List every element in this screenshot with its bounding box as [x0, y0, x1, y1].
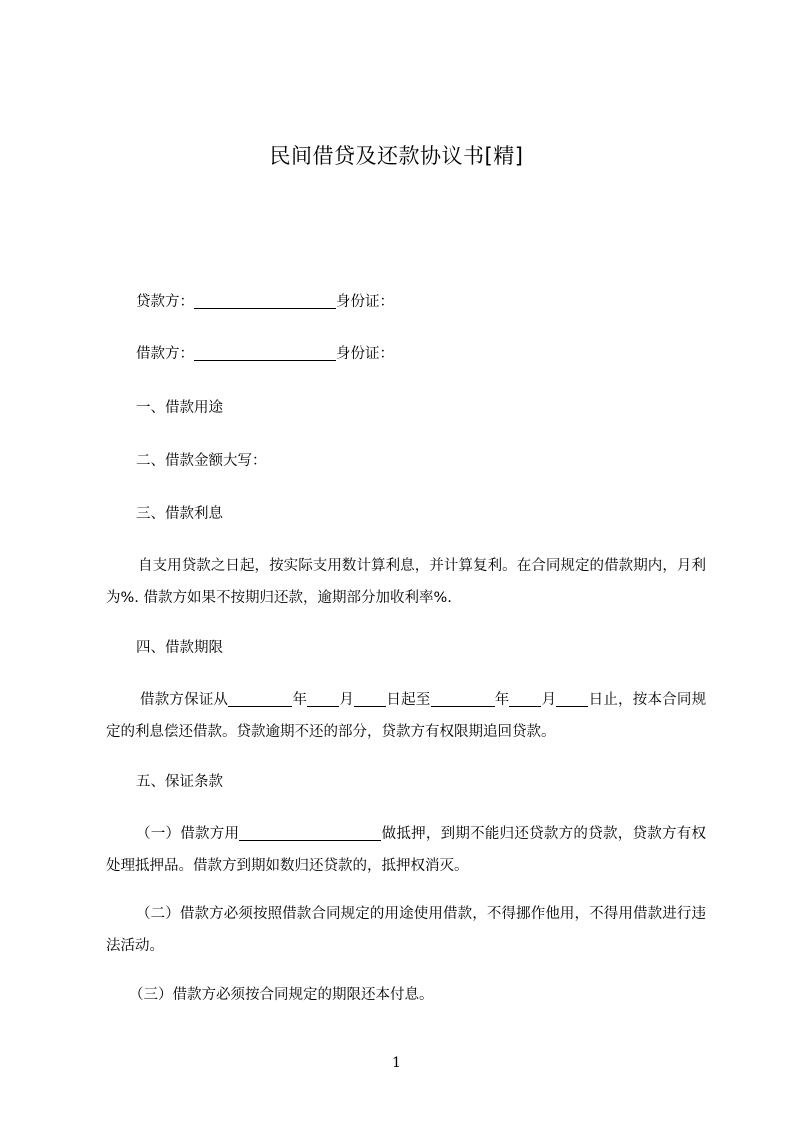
borrower-id-label: 身份证：	[336, 346, 394, 362]
lender-name-blank	[194, 294, 336, 309]
document-title: 民间借贷及还款协议书[精]	[269, 144, 524, 168]
section-5-clause-3: （三）借款方必须按合同规定的期限还本付息。	[129, 987, 434, 1003]
section-4-body: 借款方保证从 年 月 日起至 年 月 日止，按本合同规定的利息偿还借款。贷款逾期不还的部分，贷款方有权限期追回贷款。	[106, 692, 707, 740]
lender-id-label: 身份证：	[336, 294, 394, 310]
borrower-label: 借款方：	[136, 346, 194, 362]
page-number: 1	[392, 1055, 401, 1071]
lender-line	[136, 292, 394, 312]
lender-label: 贷款方：	[136, 294, 194, 310]
section-1-heading: 一、借款用途	[136, 400, 223, 416]
section-5-heading: 五、保证条款	[136, 774, 223, 790]
section-2-heading: 二、借款金额大写：	[136, 453, 267, 469]
section-3-body: 自支用贷款之日起，按实际支用数计算利息，并计算复利。在合同规定的借款期内，月利为%. 借款方如果不按期归还款，逾期部分加收利率%.	[106, 558, 706, 606]
section-3-heading: 三、借款利息	[136, 506, 223, 522]
section-5-clause-2: （二）借款方必须按照借款合同规定的用途使用借款，不得挪作他用，不得用借款进行违法活动。	[106, 906, 706, 954]
section-4-heading: 四、借款期限	[136, 640, 223, 656]
borrower-name-blank	[194, 346, 336, 361]
borrower-line	[136, 344, 394, 364]
section-5-clause-1: （一）借款方用 做抵押，到期不能归还贷款方的贷款，贷款方有权处理抵押品。借款方到期如数归还贷款的，抵押权消灭。	[106, 826, 707, 874]
